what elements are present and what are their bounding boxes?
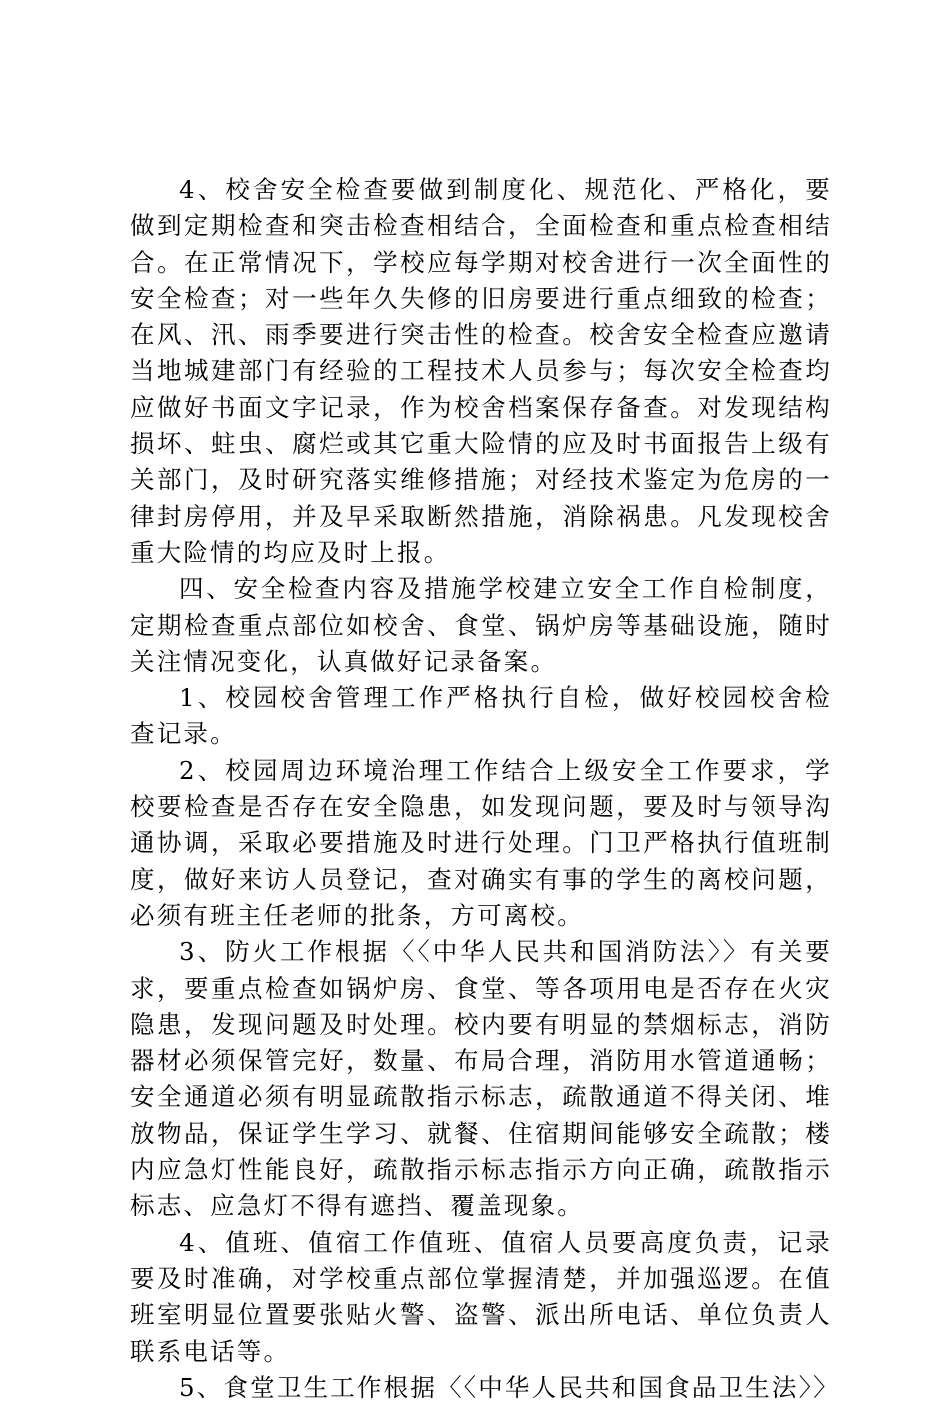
paragraph-section-four-heading: 四、安全检查内容及措施学校建立安全工作自检制度，定期检查重点部位如校舍、食堂、锅炉房等基础设施，随时关注情况变化，认真做好记录备案。: [130, 574, 832, 676]
paragraph-fire-prevention: 3、防火工作根据〈〈中华人民共和国消防法〉〉有关要求，要重点检查如锅炉房、食堂、等各项用电是否存在火灾隐患，发现问题及时处理。校内要有明显的禁烟标志，消防器材必须保管完好，数量、布局合理，消防用水管道通畅；安全通道必须有明显疏散指示标志，疏散通道不得关闭、堆放物品，保证学生学习、就餐、住宿期间能够安全疏散；楼内应急灯性能良好，疏散指示标志指示方向正确，疏散指示标志、应急灯不得有遮挡、覆盖现象。: [130, 937, 832, 1221]
document-body: [130, 172, 840, 1406]
paragraph-campus-building-management: 1、校园校舍管理工作严格执行自检，做好校园校舍检查记录。: [130, 683, 832, 749]
paragraph-surrounding-environment: 2、校园周边环境治理工作结合上级安全工作要求，学校要检查是否存在安全隐患，如发现问题，要及时与领导沟通协调，采取必要措施及时进行处理。门卫严格执行值班制度，做好来访人员登记，查对确实有事的学生的离校问题，必须有班主任老师的批条，方可离校。: [130, 755, 832, 930]
paragraph-canteen-hygiene: 5、食堂卫生工作根据〈〈中华人民共和国食品卫生法〉〉: [179, 1372, 840, 1402]
paragraph-duty-watch: 4、值班、值宿工作值班、值宿人员要高度负责，记录要及时准确，对学校重点部位掌握清楚，并加强巡逻。在值班室明显位置要张贴火警、盗警、派出所电话、单位负责人联系电话等。: [130, 1227, 832, 1366]
paragraph-school-building-inspection: 4、校舍安全检查要做到制度化、规范化、严格化，要做到定期检查和突击检查相结合，全面检查和重点检查相结合。在正常情况下，学校应每学期对校舍进行一次全面性的安全检查；对一些年久失修的旧房要进行重点细致的检查；在风、汛、雨季要进行突击性的检查。校舍安全检查应邀请当地城建部门有经验的工程技术人员参与；每次安全检查均应做好书面文字记录，作为校舍档案保存备查。对发现结构损坏、蛀虫、腐烂或其它重大险情的应及时书面报告上级有关部门，及时研究落实维修措施；对经技术鉴定为危房的一律封房停用，并及早采取断然措施，消除祸患。凡发现校舍重大险情的均应及时上报。: [130, 175, 832, 567]
